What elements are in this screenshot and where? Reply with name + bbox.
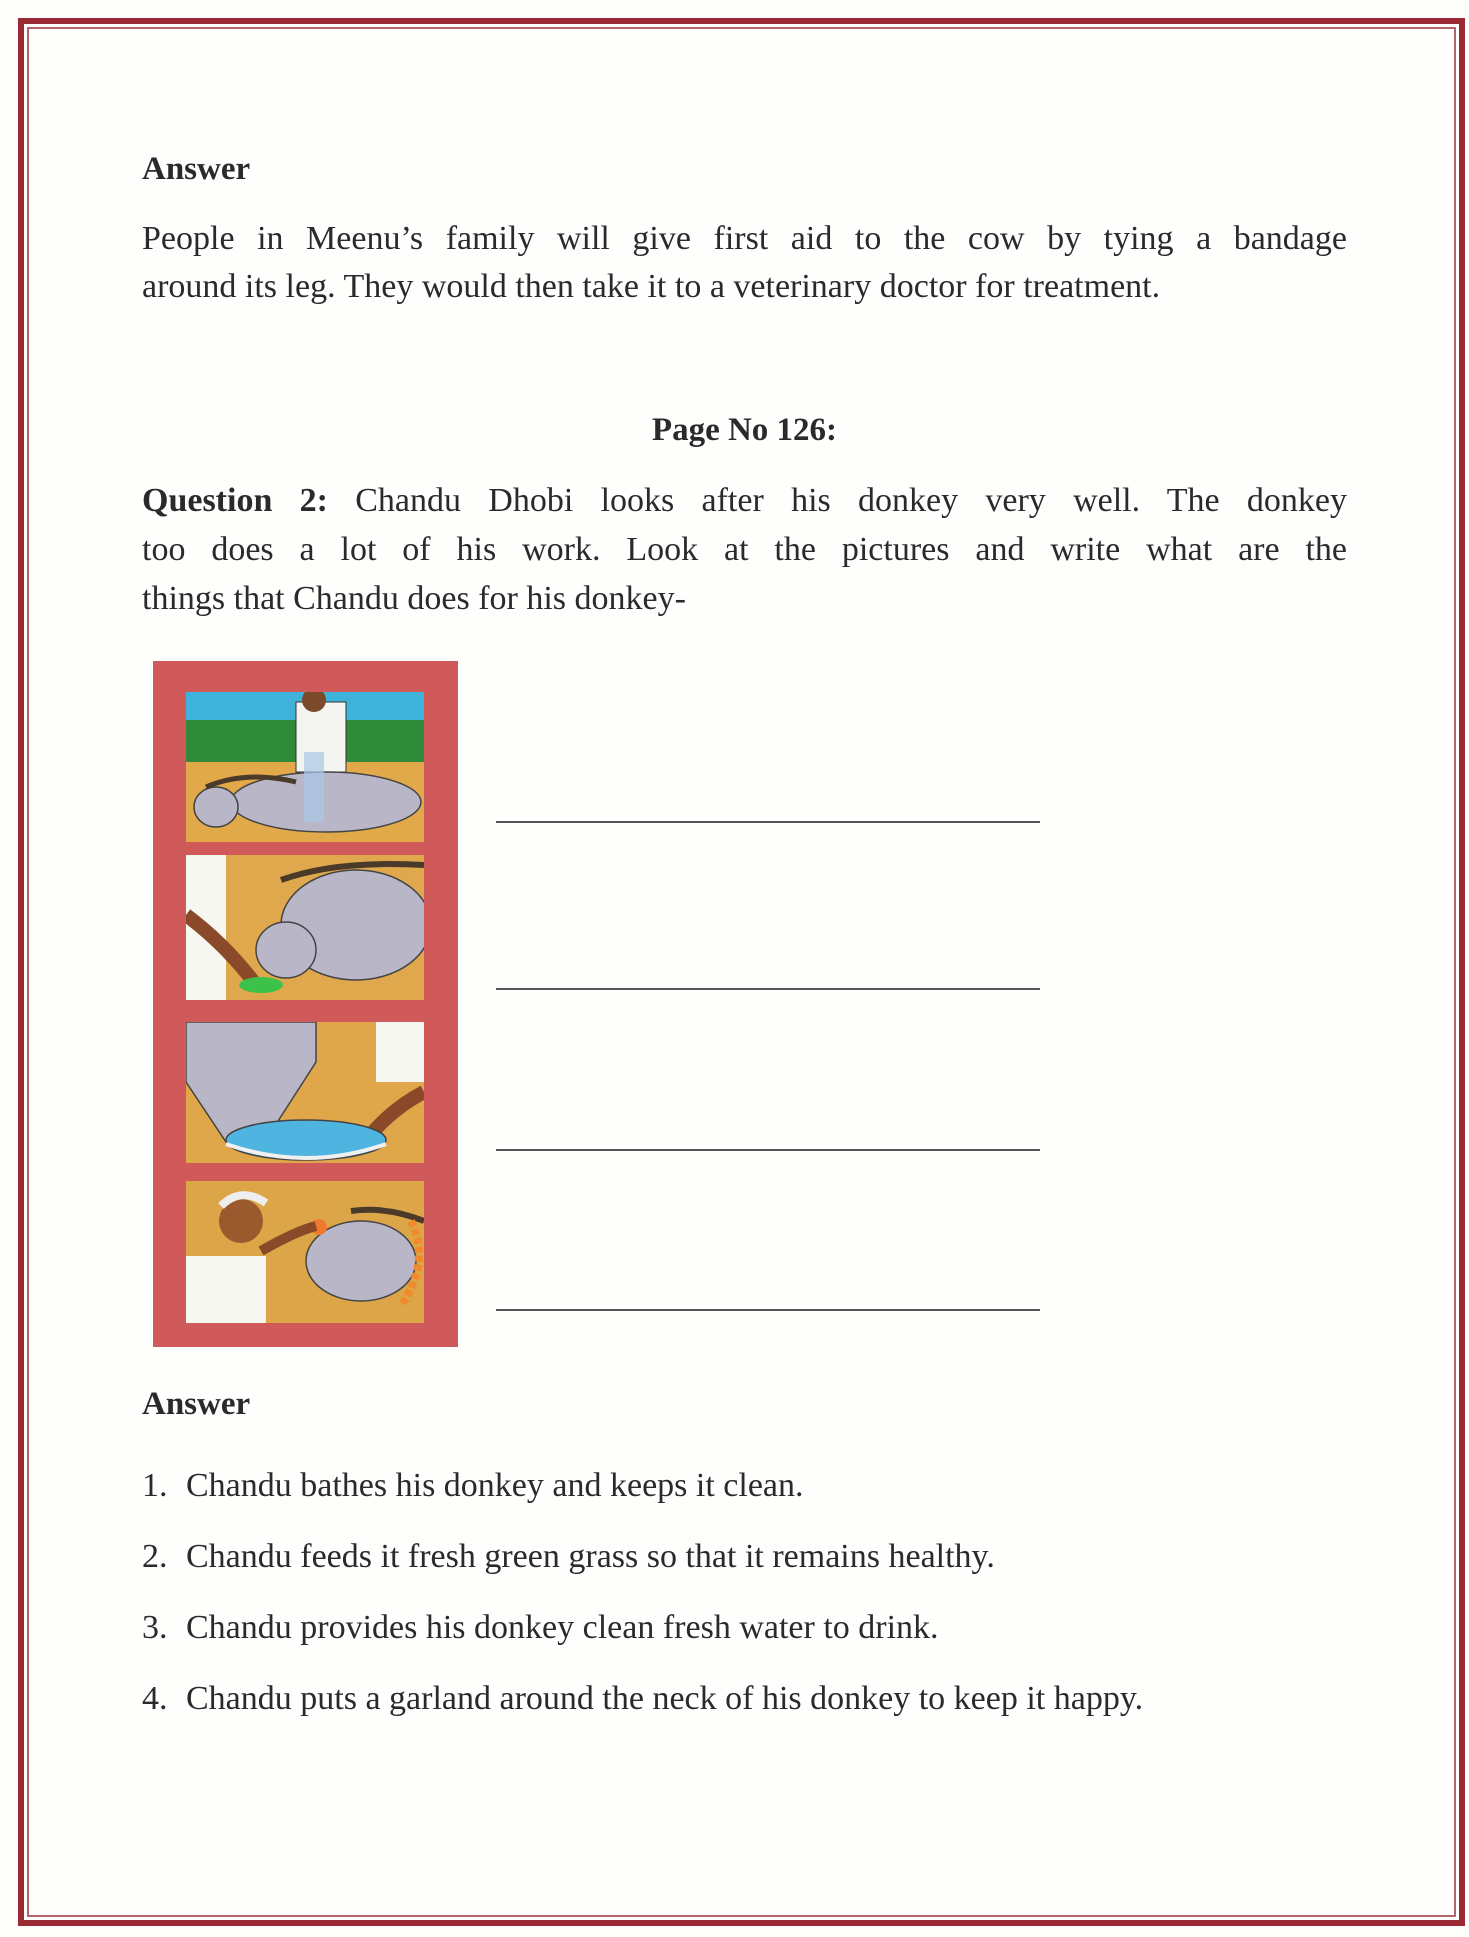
feeding-grass-illustration [186,855,424,1000]
answer-item: Chandu provides his donkey clean fresh water to drink. [186,1609,939,1646]
bathing-donkey-illustration [186,692,424,842]
answer-item-number: 2. [142,1538,168,1575]
garland-donkey-illustration [186,1181,424,1323]
page-number-heading: Page No 126: [651,412,838,448]
answer-item: Chandu bathes his donkey and keeps it clean. [186,1467,804,1504]
answer-item-number: 1. [142,1467,168,1504]
answer-item-number: 4. [142,1680,168,1717]
answer-item: Chandu puts a garland around the neck of his donkey to keep it happy. [186,1680,1144,1717]
answer-heading: Answer [142,151,251,187]
answer-item: Chandu feeds it fresh green grass so that it remains healthy. [186,1538,995,1575]
question-label: Question 2: [142,482,328,519]
answer-heading: Answer [142,1386,251,1422]
drinking-water-illustration [186,1022,424,1163]
question-line: too does a lot of his work. Look at the pictures and write what are the [142,531,1347,568]
question-line [142,484,1347,524]
question-text: Chandu Dhobi looks after his donkey very well. The donkey [355,482,1348,519]
answer-blank-line[interactable] [496,988,1040,990]
question-line: things that Chandu does for his donkey- [142,580,686,617]
answer-item-number: 3. [142,1609,168,1646]
answer-blank-line[interactable] [496,1149,1040,1151]
answer-blank-line[interactable] [496,821,1040,823]
answer-blank-line[interactable] [496,1309,1040,1311]
answer-paragraph-line: People in Meenu’s family will give first aid to the cow by tying a bandage [142,220,1347,257]
answer-paragraph-line: around its leg. They would then take it to a veterinary doctor for treatment. [142,268,1161,305]
picture-strip [153,661,458,1347]
